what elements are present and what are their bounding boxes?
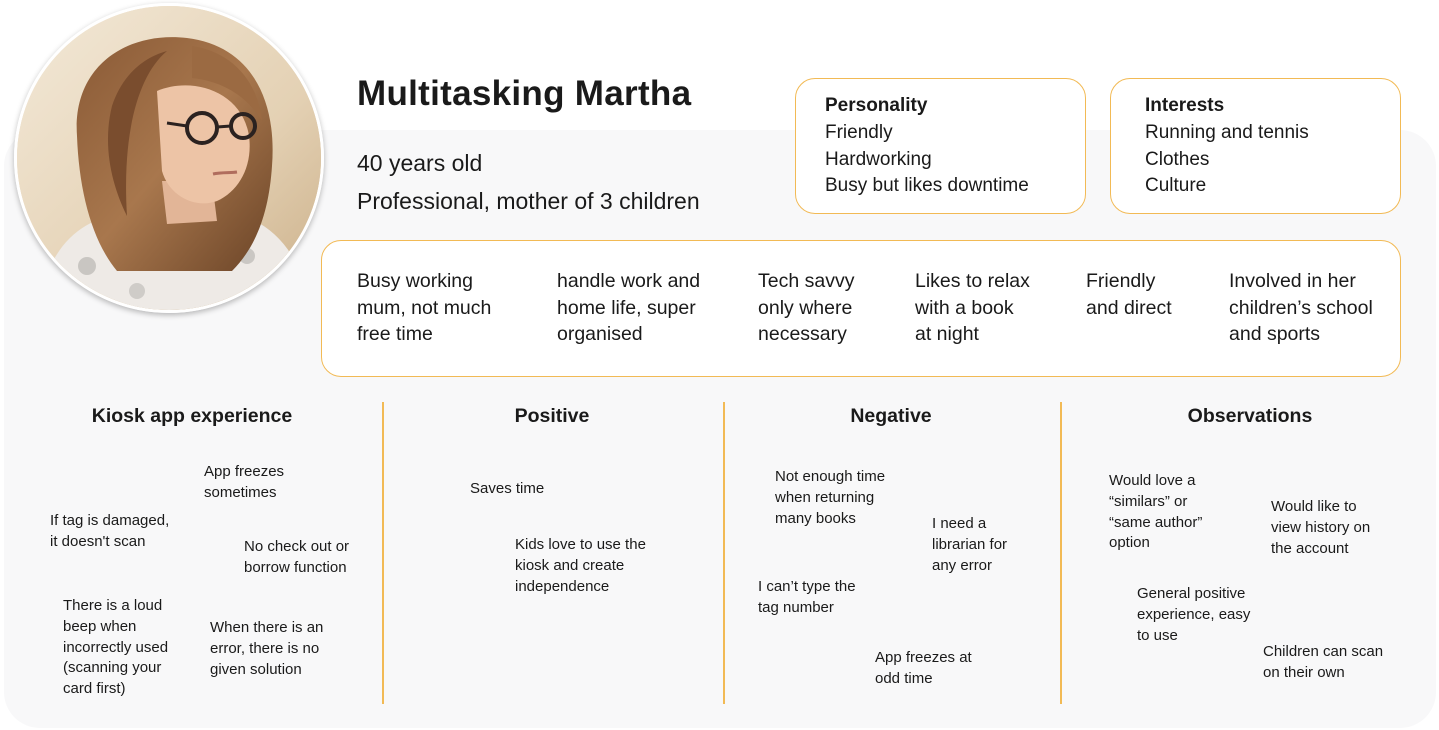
negative-note: I can’t type the tag number [758,578,856,616]
avatar [14,3,324,313]
interests-item: Clothes [1145,148,1210,170]
traits-card [321,240,1401,377]
observations-note: General positive experience, easy to use [1137,585,1251,644]
personality-item: Busy but likes downtime [825,175,1029,196]
column-divider [382,402,384,704]
trait-item: Likes to relax with a book at night [915,270,1030,345]
trait-item: Busy working mum, not much free time [357,270,492,345]
interests-item: Running and tennis [1145,122,1309,143]
negative-note: App freezes at odd time [875,649,972,687]
kiosk-note: If tag is damaged, it doesn't scan [50,512,170,550]
positive-note: Kids love to use the kiosk and create independence [515,536,646,595]
interests-item: Culture [1145,175,1207,196]
kiosk-heading: Kiosk app experience [91,405,293,427]
negative-note: Not enough time when returning many books [775,468,886,527]
negative-heading: Negative [850,405,932,427]
observations-note: Would love a “similars” or “same author” option [1109,472,1203,552]
column-divider [1060,402,1062,704]
trait-item: Friendly and direct [1086,270,1172,319]
personality-item: Friendly [825,122,893,143]
kiosk-note: There is a loud beep when incorrectly used (scanning your card first) [63,597,169,698]
interests-card [1110,78,1401,214]
personality-list [825,120,1029,200]
kiosk-note: No check out or borrow function [244,538,350,576]
personality-card [795,78,1086,214]
trait-item: handle work and home life, super organised [557,270,701,345]
interests-list [1145,120,1309,200]
trait-item: Involved in her children’s school and sports [1229,270,1373,345]
observations-note: Would like to view history on the account [1271,498,1371,557]
kiosk-note: When there is an error, there is no given solution [210,619,324,678]
personality-item: Hardworking [825,148,932,170]
persona-age: 40 years old [357,150,483,176]
interests-title: Interests [1145,95,1225,116]
trait-item: Tech savvy only where necessary [758,270,855,345]
portrait-photo [17,6,324,313]
personality-title: Personality [825,95,928,116]
observations-heading: Observations [1187,405,1313,427]
persona-name: Multitasking Martha [357,74,692,113]
negative-note: I need a librarian for any error [932,515,1008,574]
column-divider [723,402,725,704]
observations-note: Children can scan on their own [1263,643,1384,681]
positive-heading: Positive [514,405,590,427]
kiosk-note: App freezes sometimes [204,463,285,501]
persona-occupation: Professional, mother of 3 children [357,188,700,214]
positive-note: Saves time [470,480,545,497]
